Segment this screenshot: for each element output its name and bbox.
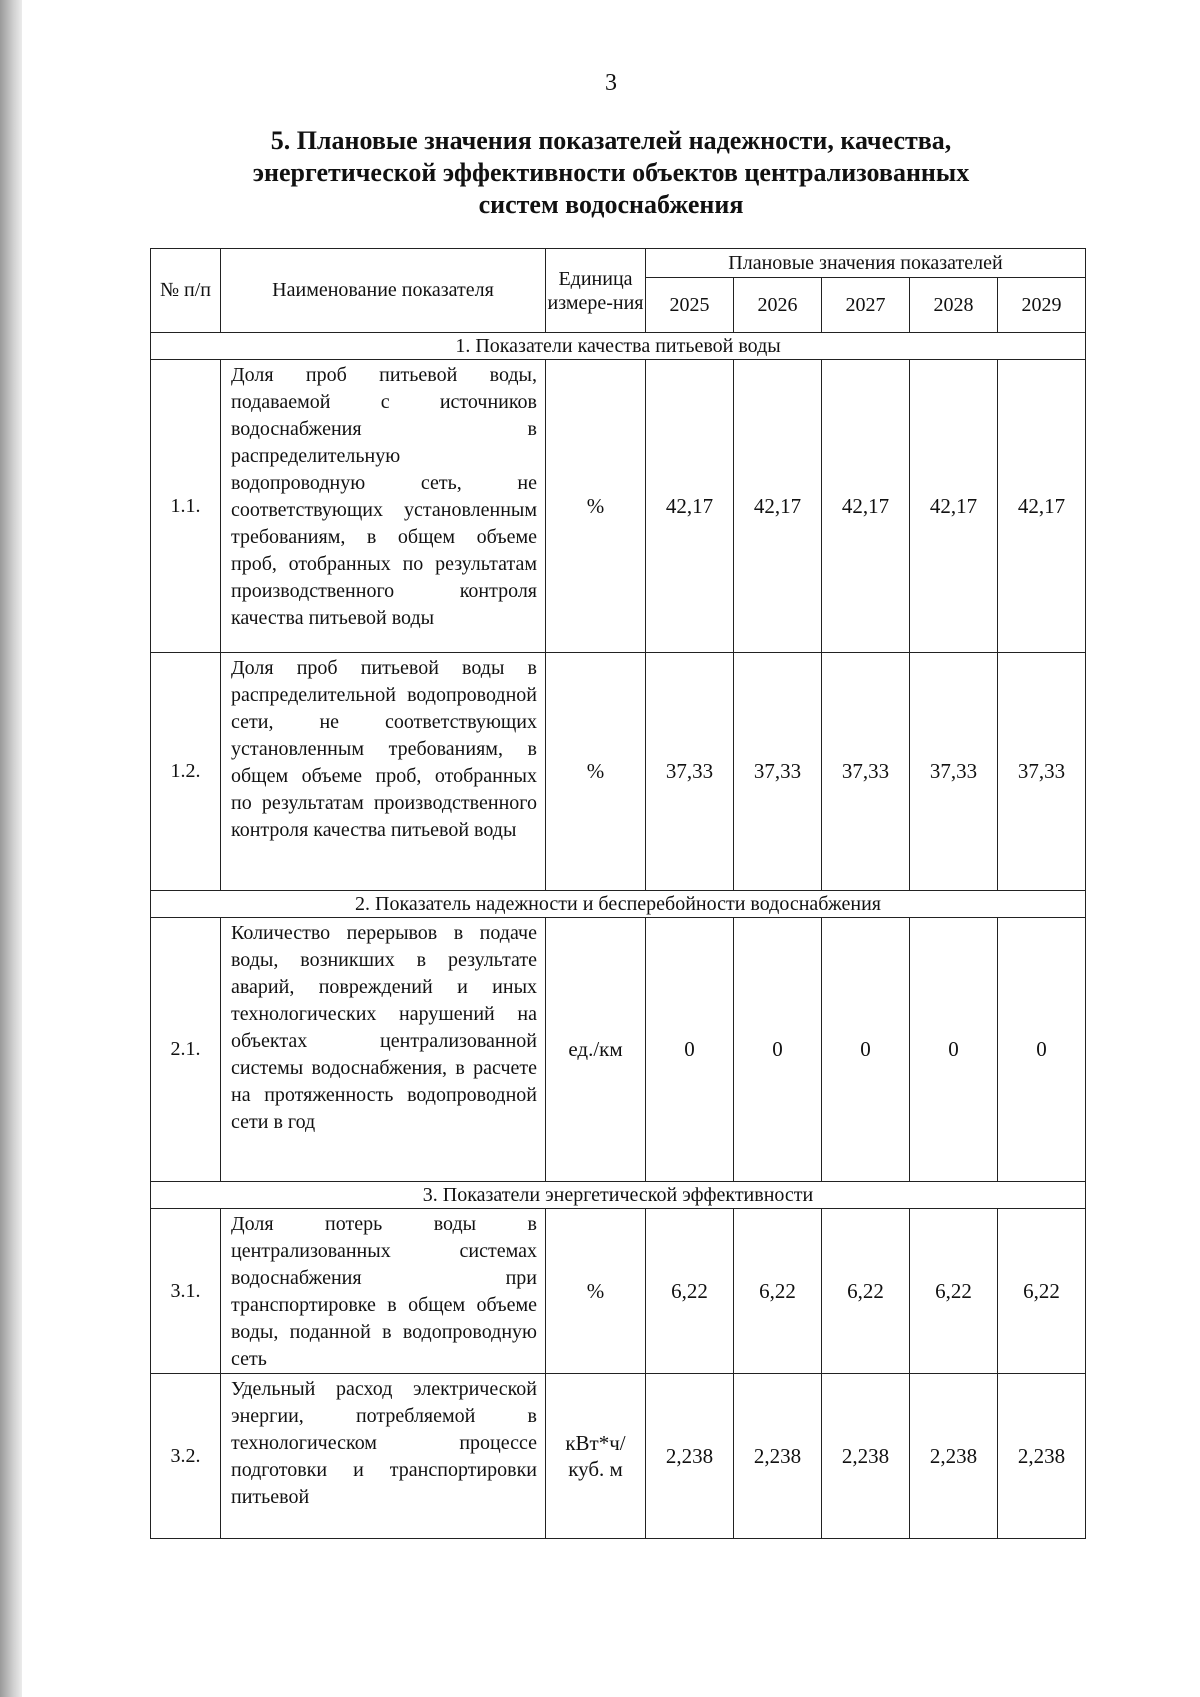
row-value: 6,22 bbox=[646, 1209, 734, 1374]
row-num: 3.1. bbox=[151, 1209, 221, 1374]
table-row bbox=[151, 653, 1086, 891]
row-name: Количество перерывов в подаче воды, возникших в результате аварий, повреждений и иных технологических нарушений на объектах централизованной системы водоснабжения, в расчете на протяженность водопроводной сети в год bbox=[221, 918, 546, 1182]
scan-edge bbox=[0, 0, 22, 1697]
row-value: 0 bbox=[910, 918, 998, 1182]
row-value: 6,22 bbox=[822, 1209, 910, 1374]
row-value: 37,33 bbox=[998, 653, 1086, 891]
row-value: 6,22 bbox=[998, 1209, 1086, 1374]
table-row bbox=[151, 1209, 1086, 1374]
row-name: Доля проб питьевой воды в распределительной водопроводной сети, не соответствующих установленным требованиям, в общем объеме проб, отобранных по результатам производственного контроля качества питьевой воды bbox=[221, 653, 546, 891]
row-num: 3.2. bbox=[151, 1374, 221, 1539]
heading-line: систем водоснабжения bbox=[478, 190, 744, 219]
section-title: 2. Показатель надежности и бесперебойности водоснабжения bbox=[151, 891, 1086, 918]
header-num: № п/п bbox=[151, 249, 221, 333]
row-name: Удельный расход электрической энергии, потребляемой в технологическом процессе подготовки и транспортировки питьевой bbox=[221, 1374, 546, 1539]
row-unit: ед./км bbox=[546, 918, 646, 1182]
header-year: 2028 bbox=[910, 278, 998, 333]
header-year: 2029 bbox=[998, 278, 1086, 333]
section-row bbox=[151, 891, 1086, 918]
table-row bbox=[151, 360, 1086, 653]
header-year: 2026 bbox=[734, 278, 822, 333]
heading-line: энергетической эффективности объектов централизованных bbox=[252, 158, 970, 187]
row-value: 42,17 bbox=[734, 360, 822, 653]
row-value: 37,33 bbox=[910, 653, 998, 891]
row-value: 42,17 bbox=[646, 360, 734, 653]
row-value: 0 bbox=[822, 918, 910, 1182]
row-value: 42,17 bbox=[822, 360, 910, 653]
header-planned: Плановые значения показателей bbox=[646, 249, 1086, 278]
row-value: 0 bbox=[998, 918, 1086, 1182]
row-num: 2.1. bbox=[151, 918, 221, 1182]
row-value: 42,17 bbox=[998, 360, 1086, 653]
document-page bbox=[22, 0, 1200, 1697]
page-number: 3 bbox=[605, 70, 617, 96]
row-num: 1.1. bbox=[151, 360, 221, 653]
indicators-table bbox=[150, 248, 1086, 1539]
row-value: 37,33 bbox=[646, 653, 734, 891]
section-row bbox=[151, 1182, 1086, 1209]
row-unit: % bbox=[546, 360, 646, 653]
table-header bbox=[151, 249, 1086, 333]
section-title: 3. Показатели энергетической эффективности bbox=[151, 1182, 1086, 1209]
table-row bbox=[151, 1374, 1086, 1539]
row-value: 2,238 bbox=[910, 1374, 998, 1539]
section-row bbox=[151, 333, 1086, 360]
header-unit: Единица измере-ния bbox=[546, 249, 646, 333]
row-name: Доля потерь воды в централизованных системах водоснабжения при транспортировке в общем объеме воды, поданной в водопроводную сеть bbox=[221, 1209, 546, 1374]
table-row bbox=[151, 918, 1086, 1182]
row-unit: % bbox=[546, 653, 646, 891]
row-value: 6,22 bbox=[910, 1209, 998, 1374]
table-body bbox=[151, 333, 1086, 1539]
row-value: 2,238 bbox=[734, 1374, 822, 1539]
header-name: Наименование показателя bbox=[221, 249, 546, 333]
section-heading bbox=[22, 125, 1200, 221]
heading-line: 5. Плановые значения показателей надежности, качества, bbox=[270, 126, 952, 155]
row-value: 37,33 bbox=[734, 653, 822, 891]
row-value: 2,238 bbox=[646, 1374, 734, 1539]
row-value: 42,17 bbox=[910, 360, 998, 653]
row-name: Доля проб питьевой воды, подаваемой с источников водоснабжения в распределительную водопроводную сеть, не соответствующих установленным требованиям, в общем объеме проб, отобранных по результатам производственного контроля качества питьевой воды bbox=[221, 360, 546, 653]
row-value: 0 bbox=[734, 918, 822, 1182]
header-year: 2025 bbox=[646, 278, 734, 333]
section-title: 1. Показатели качества питьевой воды bbox=[151, 333, 1086, 360]
row-num: 1.2. bbox=[151, 653, 221, 891]
row-unit: кВт*ч/ куб. м bbox=[546, 1374, 646, 1539]
header-year: 2027 bbox=[822, 278, 910, 333]
row-value: 6,22 bbox=[734, 1209, 822, 1374]
row-value: 37,33 bbox=[822, 653, 910, 891]
row-value: 2,238 bbox=[998, 1374, 1086, 1539]
row-unit: % bbox=[546, 1209, 646, 1374]
row-value: 0 bbox=[646, 918, 734, 1182]
row-value: 2,238 bbox=[822, 1374, 910, 1539]
